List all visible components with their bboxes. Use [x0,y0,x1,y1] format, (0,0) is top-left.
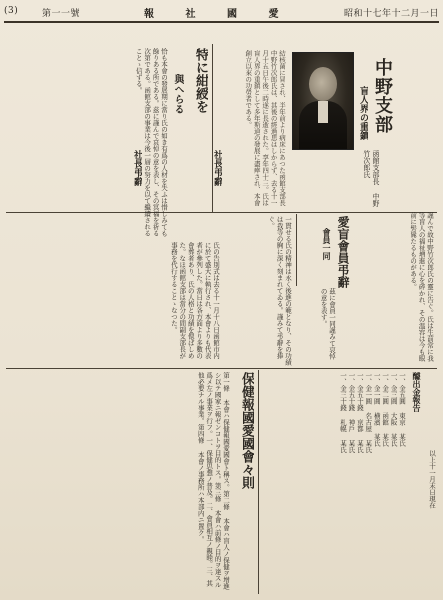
donation-entry: 一、金五圓 東京 某氏 [398,372,406,447]
condolence-body-2: 茲に會員一同謹みて哀悼の意を表す。 [319,288,336,360]
middle-article-body: 氏の告別式は去る十一月十八日函館市内に於て盛大に執行され、本會よりも代表者が參列した。當日は各方面より多數の會葬者あり、氏の人格と功績を偲ばしめた。なほ函館支部は當分の間副支部長が事務を代行することゝなつた。 [169,242,220,359]
notice-subhead: 與へらる [172,74,183,114]
donation-entry: 一、金五十錢 京都 某氏 [355,372,364,453]
notice-signature: 社長弔辭 [132,150,142,186]
divider [6,368,437,369]
page-header [4,3,439,23]
association-headline: 保健報國愛國會々則 [239,372,254,489]
divider [258,370,259,594]
page-number: (3) [4,6,19,16]
donation-entry: 一、金三圓 大阪 某氏 [389,372,398,447]
donation-entry: 一、金一圓 横濱 某氏 [372,372,381,447]
condolence-headline: 愛盲會員弔辭 [336,216,350,288]
paper-title: 報 社 國 愛 [144,9,293,20]
second-body: 一貫せる氏の精神は永く後進の範となり、その功績は我等の胸に深く刻まれてゐる。謹みて弔辭を捧ぐ。 [267,216,292,366]
condolence-signature: 會員一同 [322,228,332,260]
donation-entry: 一、金二圓 函館 某氏 [381,372,390,447]
main-article-body: 結核菌に冒され、半年前より病床にあつた函館支部長中野竹次郎氏は、其後の經過思はしからず、去る十一月十五日午後二時遂に長逝された。享年四十三。氏は盲人界の重鎮として多年斯道の發展に盡瘁され、本會創立以來の功勞者である。 [244,50,286,206]
donation-entry: 一、金一圓 名古屋 某氏 [364,372,373,453]
main-subhead: 盲人界の重鎮 [358,86,368,140]
photo-caption: 函館支部長 中野竹次郎氏 [362,150,380,207]
donations-list [262,372,406,592]
donations-title: 醵出金報告 [412,372,422,412]
main-headline: 中野支部 [372,58,393,134]
notice-headline: 特に紺綬を [193,48,208,113]
second-signature: 社長弔辭 [212,150,222,186]
donations-note: 以上十一月末日現在 [428,450,436,509]
portrait-photo [292,52,354,150]
date-line: 昭和十七年十二月一日 [343,9,439,19]
association-rules-body: 第一條 本會ハ保健報國愛國會ト稱ス。第二條 本會ハ盲人ノ保健ヲ增進シ以テ國家ニ報ゼンコトヲ目的トス。第三條 本會ハ前條ノ目的ヲ達スル爲メ左ノ事業ヲ行フ。一、保健思想ノ普及。二、會員相互ノ親睦。三、其他必要ナル事業。第四條 本會ノ事務所ハ本部内ニ置ク。 [196,372,230,590]
notice-body: 恰も本會の發展期に當り氏の如き有爲の人材を失ふは惜しみても餘りある所である。茲に謹んで哀悼の意を表し、その冥福を祈る次第である。函館支部の事業は今後一層の努力を以て繼續されることゝ信ずる。 [134,48,168,237]
donation-entry: 一、金五十錢 神戶 某氏 [347,372,356,453]
donation-entry: 一、金三十錢 札幌 某氏 [338,372,347,453]
condolence-body: 謹んで故中野竹次郎氏の靈に告ぐ。氏は生前常に我等盲人の福祉増進に心を碎かれ、その温容は今も眼前に髣髴たるものがある。 [409,212,434,362]
divider [296,214,297,286]
issue-label: 第一一號 [42,9,81,19]
